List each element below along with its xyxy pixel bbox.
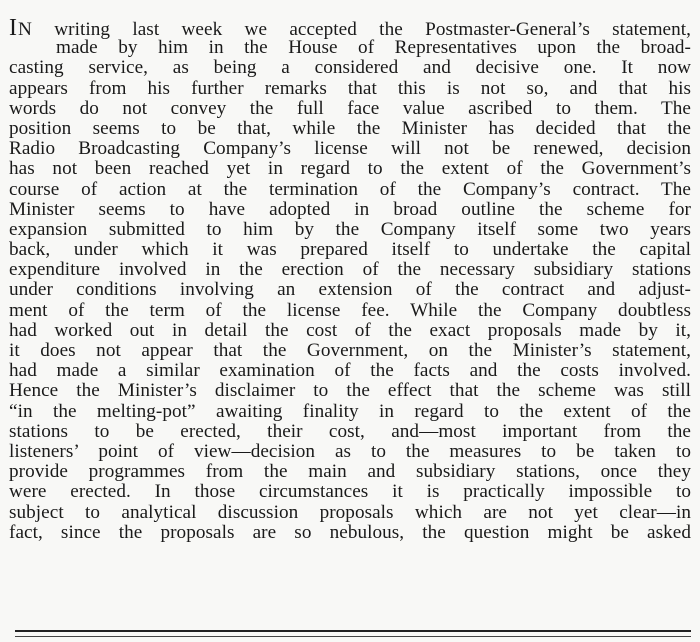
- article-line-12: back, under which it was prepared itself to undertake the capital: [9, 239, 691, 261]
- article-line-17: it does not appear that the Government, on the Minister’s statement,: [9, 340, 691, 361]
- article-line-25: subject to analytical discussion proposals which are not yet clear—in: [9, 501, 691, 523]
- article-line-14: under conditions involving an extension of the contract and adjust-: [9, 279, 691, 301]
- article-line-19: Hence the Minister’s disclaimer to the effect that the scheme was still: [9, 380, 691, 402]
- article-line-21: stations to be erected, their cost, and—most important from the: [9, 420, 691, 442]
- article-body: [9, 15, 691, 543]
- article-line-22: listeners’ point of view—decision as to the measures to be taken to: [9, 440, 691, 462]
- article-line-3: casting service, as being a considered and decisive one. It now: [9, 57, 691, 79]
- article-line-20: “in the melting-pot” awaiting finality in regard to the extent of the: [9, 400, 691, 422]
- article-line-16: had worked out in detail the cost of the exact proposals made by it,: [9, 319, 691, 341]
- article-line-9: course of action at the termination of the Company’s contract. The: [9, 178, 691, 200]
- bottom-rule-thin: [15, 636, 691, 637]
- article-line-6: position seems to be that, while the Minister has decided that the: [9, 117, 691, 139]
- article-line-15: ment of the term of the license fee. While the Company doubtless: [9, 299, 691, 321]
- article-line-7: Radio Broadcasting Company’s license will not be renewed, decision: [9, 138, 691, 160]
- article-line-11: expansion submitted to him by the Company itself some two years: [9, 218, 691, 240]
- article-line-5: words do not convey the full face value ascribed to them. The: [9, 97, 691, 119]
- article-line-4: appears from his further remarks that this is not so, and that his: [9, 77, 691, 99]
- line-text: N writing last week we accepted the Postmaster-General’s statement,: [18, 19, 691, 40]
- dropcap-letter: I: [9, 15, 18, 41]
- article-line-13: expenditure involved in the erection of the necessary subsidiary stations: [9, 259, 691, 281]
- article-line-8: has not been reached yet in regard to the extent of the Government’s: [9, 158, 691, 180]
- article-line-23: provide programmes from the main and subsidiary stations, once they: [9, 461, 691, 483]
- article-line-1: [9, 15, 691, 41]
- bottom-rule-thick: [15, 630, 691, 632]
- article-line-18: had made a similar examination of the facts and the costs involved.: [9, 360, 691, 382]
- article-line-10: Minister seems to have adopted in broad outline the scheme for: [9, 198, 691, 220]
- article-line-2: made by him in the House of Representatives upon the broad-: [56, 37, 691, 59]
- article-line-26: fact, since the proposals are so nebulous, the question might be asked: [9, 521, 691, 543]
- article-line-24: were erected. In those circumstances it is practically impossible to: [9, 481, 691, 503]
